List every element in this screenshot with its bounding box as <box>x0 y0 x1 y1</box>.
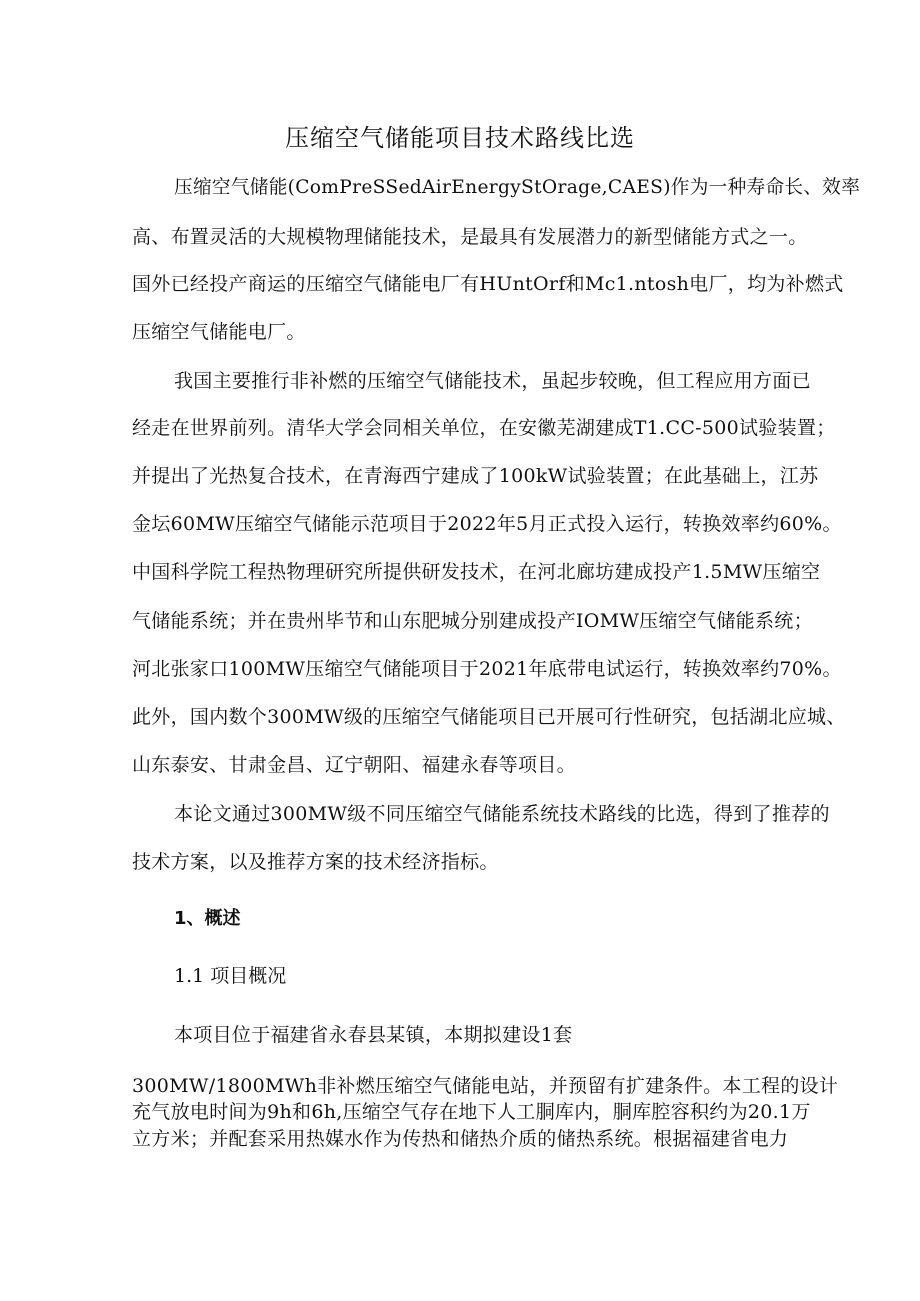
section-heading: 1、概述 <box>174 908 241 929</box>
china-status-line: 经走在世界前列。清华大学会同相关单位，在安徽芜湖建成T1.CC-500试验装置； <box>132 417 836 439</box>
project-detail-line: 立方米；并配套采用热媒水作为传热和储热介质的储热系统。根据福建省电力 <box>132 1128 789 1150</box>
project-intro-line: 本项目位于福建省永春县某镇，本期拟建设1套 <box>174 1024 573 1046</box>
china-status-line: 山东泰安、甘肃金昌、辽宁朝阳、福建永春等项目。 <box>132 754 576 776</box>
intro-line: 压缩空气储能(ComPreSSedAirEnergyStOrage,CAES)作为一种寿命长、效率 <box>174 176 861 198</box>
purpose-line: 技术方案，以及推荐方案的技术经济指标。 <box>132 851 499 873</box>
china-status-line: 气储能系统；并在贵州毕节和山东肥城分别建成投产IOMW压缩空气储能系统； <box>132 610 813 632</box>
document-title: 压缩空气储能项目技术路线比选 <box>285 124 635 152</box>
project-detail-line: 300MW/1800MWh非补燃压缩空气储能电站，并预留有扩建条件。本工程的设计 <box>132 1075 839 1097</box>
intro-line: 压缩空气储能电厂。 <box>132 321 306 343</box>
china-status-line: 中国科学院工程热物理研究所提供研发技术，在河北廊坊建成投产1.5MW压缩空 <box>132 561 821 583</box>
china-status-line: 此外，国内数个300MW级的压缩空气储能项目已开展可行性研究，包括湖北应城、 <box>132 706 846 728</box>
subsection-heading: 1.1 项目概况 <box>174 965 287 987</box>
china-status-line: 并提出了光热复合技术，在青海西宁建成了100kW试验装置；在此基础上，江苏 <box>132 465 819 487</box>
purpose-line: 本论文通过300MW级不同压缩空气储能系统技术路线的比选，得到了推荐的 <box>174 803 830 825</box>
intro-line: 高、布置灵活的大规模物理储能技术，是最具有发展潜力的新型储能方式之一。 <box>132 226 808 248</box>
project-detail-line: 充气放电时间为9h和6h,压缩空气存在地下人工胴库内，胴库腔容积约为20.1万 <box>132 1101 811 1123</box>
china-status-line: 我国主要推行非补燃的压缩空气储能技术，虽起步较晚，但工程应用方面已 <box>174 370 811 392</box>
china-status-line: 河北张家口100MW压缩空气储能项目于2021年底带电试运行，转换效率约70%。 <box>132 658 842 680</box>
intro-line: 国外已经投产商运的压缩空气储能电厂有HUntOrf和Mc1.ntosh电厂，均为补燃式 <box>132 273 844 295</box>
china-status-line: 金坛60MW压缩空气储能示范项目于2022年5月正式投入运行，转换效率约60%。 <box>132 513 842 535</box>
